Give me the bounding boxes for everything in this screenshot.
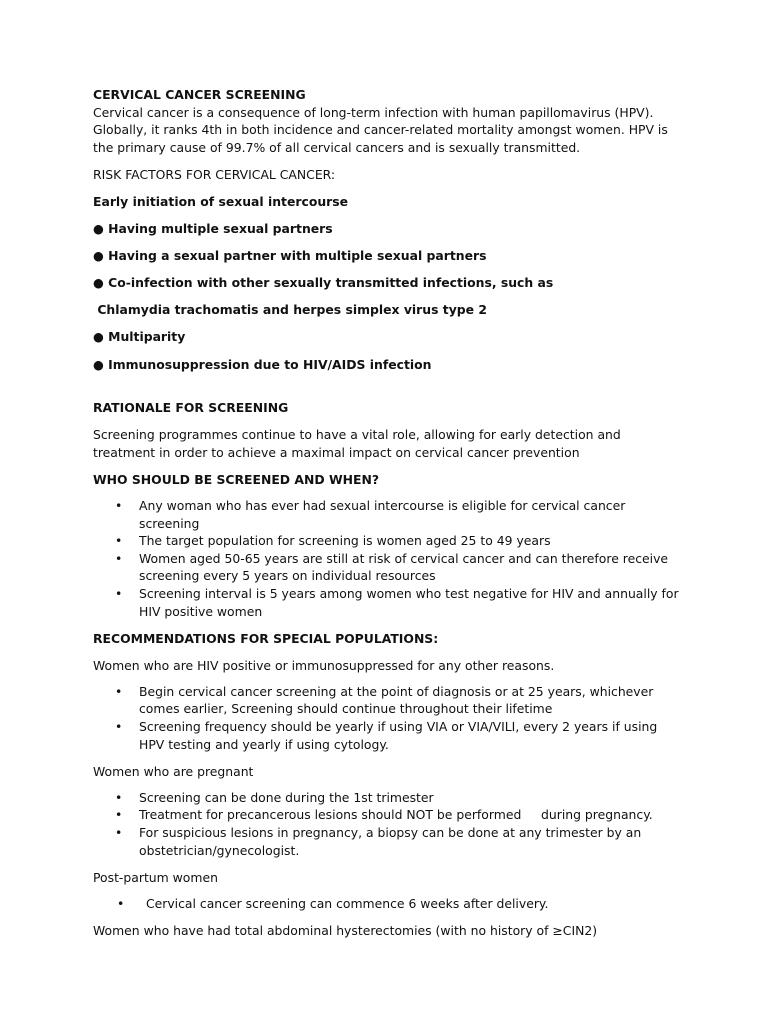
risk-factor-item: ● Co-infection with other sexually transmitted infections, such as [93, 275, 554, 291]
risk-factor-item: ● Having a sexual partner with multiple sexual partners [93, 248, 487, 264]
who-screened-list [93, 497, 683, 620]
document-title: CERVICAL CANCER SCREENING [93, 87, 306, 102]
risk-factor-item: ● Immunosuppression due to HIV/AIDS infection [93, 356, 432, 372]
list-item: • Screening can be done during the 1st trimester [93, 789, 683, 807]
list-item: • Screening frequency should be yearly if using VIA or VIA/VILI, every 2 years if using HPV testing and yearly if using cytology. [93, 718, 683, 753]
list-item: • The target population for screening is women aged 25 to 49 years [93, 532, 683, 550]
risk-factor-item: Chlamydia trachomatis and herpes simplex virus type 2 [93, 302, 488, 318]
list-item: • Cervical cancer screening can commence 6 weeks after delivery. [93, 895, 683, 913]
pregnant-list [93, 789, 683, 859]
risk-factor-item: ● Having multiple sexual partners [93, 221, 333, 237]
who-screened-heading: WHO SHOULD BE SCREENED AND WHEN? [93, 471, 380, 487]
list-item: • Women aged 50-65 years are still at risk of cervical cancer and can therefore receive screening every 5 years on individual resources [93, 550, 683, 585]
rationale-heading: RATIONALE FOR SCREENING [93, 400, 289, 416]
list-item: • Any woman who has ever had sexual intercourse is eligible for cervical cancer screening [93, 497, 683, 532]
list-item: • For suspicious lesions in pregnancy, a biopsy can be done at any trimester by an obstetrician/gynecologist. [93, 824, 683, 859]
list-item: • Treatment for precancerous lesions should NOT be performed during pregnancy. [93, 806, 683, 824]
list-item: • Screening interval is 5 years among women who test negative for HIV and annually for HIV positive women [93, 585, 683, 620]
rationale-paragraph: Screening programmes continue to have a vital role, allowing for early detection and treatment in order to achieve a maximal impact on cervical cancer prevention [93, 427, 621, 460]
risk-factor-item: ● Multiparity [93, 329, 186, 345]
hiv-list [93, 683, 683, 753]
list-item: • Begin cervical cancer screening at the point of diagnosis or at 25 years, whichever comes earlier, Screening should continue throughout their lifetime [93, 683, 683, 718]
postpartum-subheading: Post-partum women [93, 869, 218, 885]
hysterectomy-subheading: Women who have had total abdominal hysterectomies (with no history of ≥CIN2) [93, 922, 598, 938]
postpartum-list [93, 895, 683, 913]
pregnant-subheading: Women who are pregnant [93, 763, 254, 779]
hiv-subheading: Women who are HIV positive or immunosuppressed for any other reasons. [93, 657, 555, 673]
document-body [93, 86, 683, 939]
risk-factor-item: Early initiation of sexual intercourse [93, 193, 349, 209]
risk-factors-heading: RISK FACTORS FOR CERVICAL CANCER: [93, 166, 336, 182]
special-populations-heading: RECOMMENDATIONS FOR SPECIAL POPULATIONS: [93, 630, 439, 646]
intro-paragraph: Cervical cancer is a consequence of long-term infection with human papillomavirus (HPV). Globally, it ranks 4th in both incidence and cancer-related mortality amongst women. HPV is the primary cause of 99.7% of all cervical cancers and is sexually transmitted. [93, 104, 668, 155]
